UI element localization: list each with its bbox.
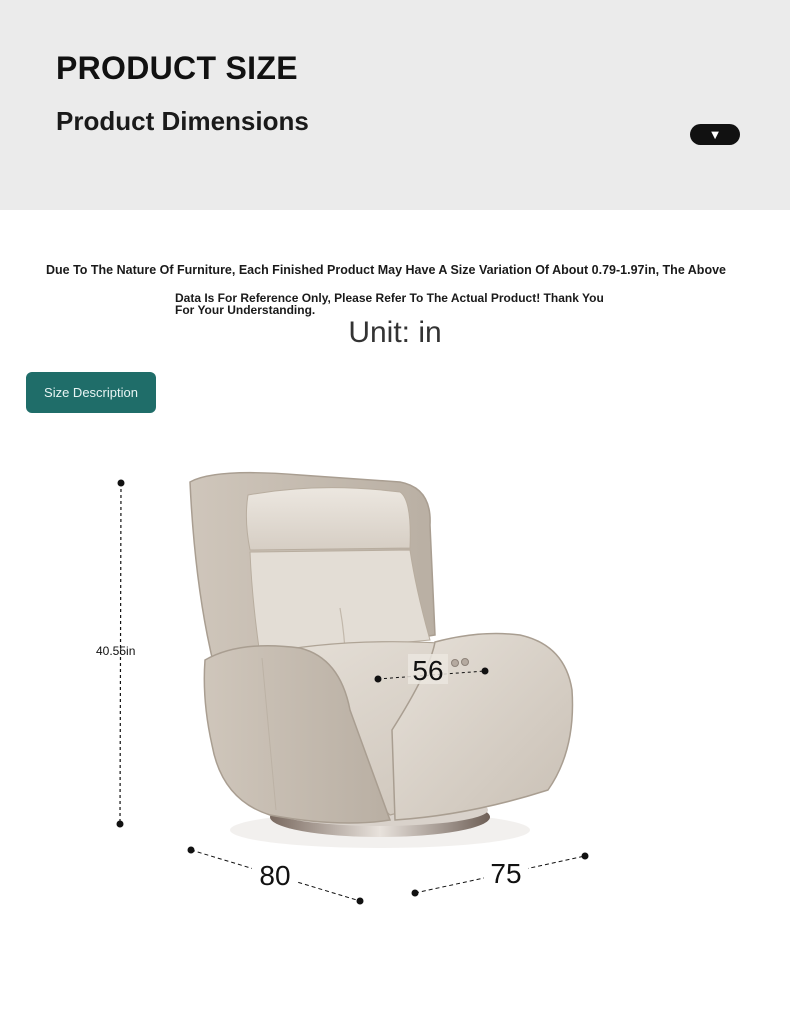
unit-label: Unit: in: [348, 316, 442, 349]
width-dimension: [188, 847, 364, 905]
depth-dimension: [412, 853, 589, 897]
size-variation-notice-line2: Data Is For Reference Only, Please Refer To The Actual Product! Thank You For Your Understanding.: [175, 291, 604, 317]
page-title: PRODUCT SIZE: [56, 50, 298, 86]
size-description-button[interactable]: Size Description: [26, 372, 156, 413]
header-band: [0, 0, 790, 210]
size-variation-notice-line1: Due To The Nature Of Furniture, Each Finished Product May Have A Size Variation Of About 0.79-1.97in, The Above: [46, 263, 726, 277]
height-dimension: [96, 480, 135, 828]
triangle-down-icon: ▼: [708, 127, 722, 142]
width-label: 80: [259, 860, 291, 891]
depth-label: 75: [490, 858, 522, 889]
expand-toggle-button[interactable]: [690, 124, 740, 145]
product-illustration: [0, 430, 790, 990]
page-subtitle: Product Dimensions: [56, 106, 309, 136]
chair-body: [190, 473, 573, 823]
height-label: 40.55in: [96, 644, 136, 658]
seat-width-label: 56: [412, 655, 444, 686]
